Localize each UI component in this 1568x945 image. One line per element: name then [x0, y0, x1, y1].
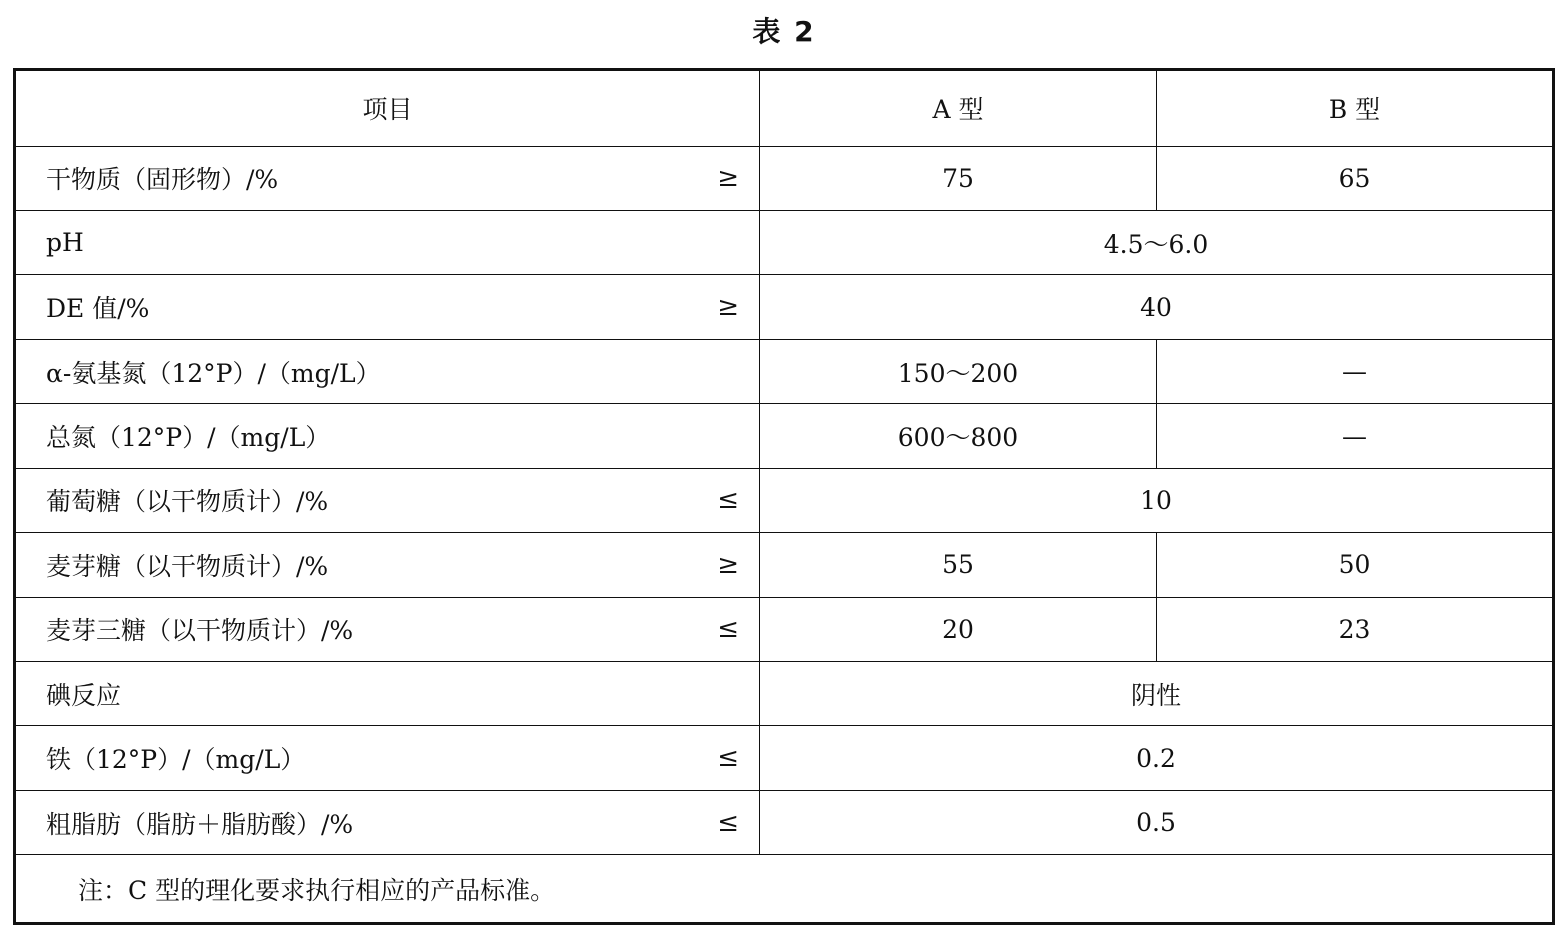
- item-cell: [15, 275, 760, 339]
- comparison-symbol: ≤: [717, 743, 739, 774]
- item-label: 铁（12°P）/（mg/L）: [46, 745, 306, 775]
- type-a-value: 55: [760, 533, 1157, 597]
- comparison-symbol: ≤: [717, 614, 739, 645]
- item-label: 干物质（固形物）/%: [46, 165, 279, 195]
- table-title: 表 2: [752, 15, 816, 48]
- shared-value: 0.2: [760, 726, 1554, 790]
- shared-value: 阴性: [760, 662, 1554, 726]
- type-a-value: 600～800: [760, 404, 1157, 468]
- type-a-value: 75: [760, 146, 1157, 210]
- comparison-symbol: ≤: [717, 807, 739, 838]
- table-row: [15, 339, 1554, 403]
- type-b-value: 50: [1157, 533, 1554, 597]
- type-a-value: 150～200: [760, 339, 1157, 403]
- table-row: [15, 597, 1554, 661]
- type-b-value: 23: [1157, 597, 1554, 661]
- table-row: [15, 726, 1554, 790]
- header-item: 项目: [15, 70, 760, 147]
- header-type-a: A 型: [760, 70, 1157, 147]
- item-cell: [15, 597, 760, 661]
- comparison-symbol: ≥: [717, 549, 739, 580]
- item-label: 粗脂肪（脂肪＋脂肪酸）/%: [46, 809, 354, 839]
- type-b-value: —: [1157, 404, 1554, 468]
- item-cell: [15, 726, 760, 790]
- header-type-b: B 型: [1157, 70, 1554, 147]
- item-label: 葡萄糖（以干物质计）/%: [46, 487, 329, 517]
- table-row: [15, 404, 1554, 468]
- item-label: pH: [46, 228, 84, 258]
- item-label: α-氨基氮（12°P）/（mg/L）: [46, 358, 381, 388]
- type-a-value: 20: [760, 597, 1157, 661]
- table-row: [15, 210, 1554, 274]
- item-cell: [15, 468, 760, 532]
- type-b-value: —: [1157, 339, 1554, 403]
- shared-value: 40: [760, 275, 1554, 339]
- item-cell: [15, 210, 760, 274]
- comparison-symbol: ≥: [717, 163, 739, 194]
- table-row: [15, 146, 1554, 210]
- comparison-symbol: ≥: [717, 292, 739, 323]
- item-cell: [15, 146, 760, 210]
- table-note: 注：C 型的理化要求执行相应的产品标准。: [15, 855, 1554, 924]
- item-cell: [15, 339, 760, 403]
- comparison-symbol: ≤: [717, 485, 739, 516]
- item-cell: [15, 404, 760, 468]
- note-row: [15, 855, 1554, 924]
- physicochemical-requirements-table: [13, 68, 1555, 925]
- item-label: 麦芽三糖（以干物质计）/%: [46, 616, 354, 646]
- table-row: [15, 275, 1554, 339]
- header-row: [15, 70, 1554, 147]
- table-row: [15, 662, 1554, 726]
- item-cell: [15, 662, 760, 726]
- shared-value: 4.5～6.0: [760, 210, 1554, 274]
- table-row: [15, 468, 1554, 532]
- item-label: 碘反应: [46, 680, 122, 710]
- item-label: 麦芽糖（以干物质计）/%: [46, 551, 329, 581]
- type-b-value: 65: [1157, 146, 1554, 210]
- item-label: 总氮（12°P）/（mg/L）: [46, 423, 331, 452]
- table-row: [15, 790, 1554, 854]
- item-label: DE 值/%: [46, 294, 150, 324]
- item-cell: [15, 790, 760, 854]
- shared-value: 10: [760, 468, 1554, 532]
- table-row: [15, 533, 1554, 597]
- item-cell: [15, 533, 760, 597]
- shared-value: 0.5: [760, 790, 1554, 854]
